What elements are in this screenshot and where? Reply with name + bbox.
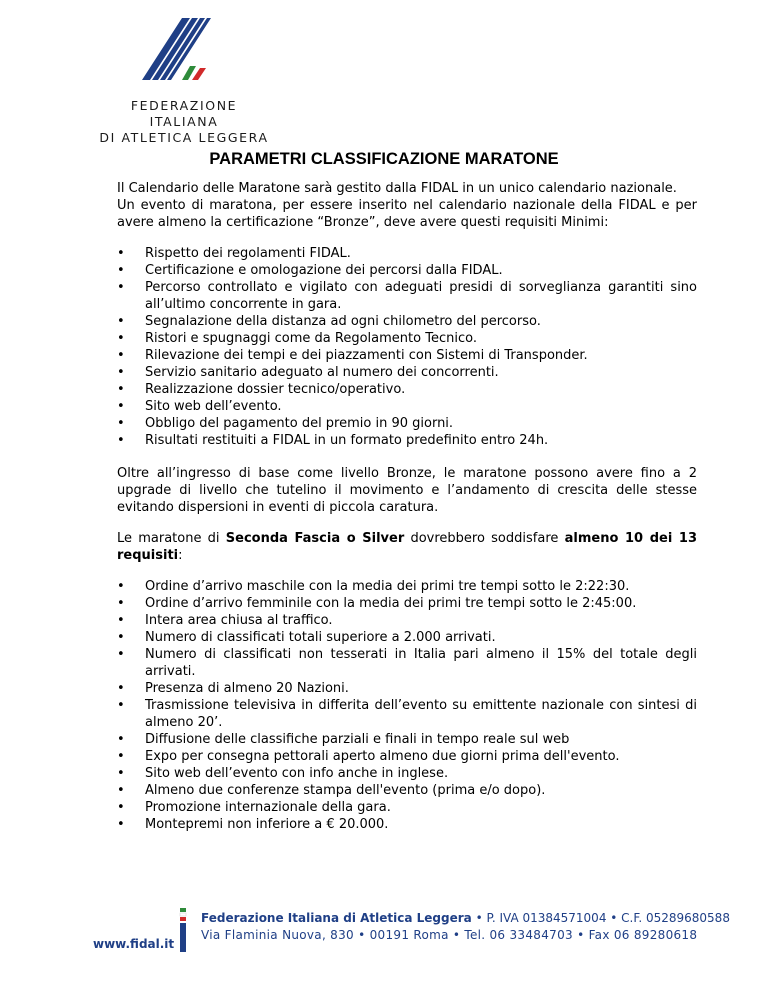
bronze-requirements-list <box>117 245 697 449</box>
list-item: • Almeno due conferenze stampa dell'evento (prima e/o dopo). <box>117 782 697 799</box>
footer-org-line <box>201 911 730 925</box>
silver-intro-post: : <box>178 548 183 563</box>
list-item: • Expo per consegna pettorali aperto almeno due giorni prima dell'evento. <box>117 748 697 765</box>
upgrade-paragraph: Oltre all’ingresso di base come livello Bronze, le maratone possono avere fino a 2 upgrade di livello che tutelino il movimento e l’andamento di crescita delle stesse evitando dispersioni in eventi di piccola caratura. <box>117 466 697 515</box>
footer-sep-2: • <box>606 911 622 925</box>
list-item: • Certificazione e omologazione dei percorsi dalla FIDAL. <box>117 262 697 279</box>
list-item: • Servizio sanitario adeguato al numero dei concorrenti. <box>117 364 697 381</box>
list-item: • Diffusione delle classifiche parziali e finali in tempo reale sul web <box>117 731 697 748</box>
list-item: • Rispetto dei regolamenti FIDAL. <box>117 245 697 262</box>
page-title: PARAMETRI CLASSIFICAZIONE MARATONE <box>209 150 559 168</box>
list-item: • Rilevazione dei tempi e dei piazzamenti con Sistemi di Transponder. <box>117 347 697 364</box>
list-item: • Percorso controllato e vigilato con adeguati presidi di sorveglianza garantiti sino all’ultimo concorrente in gara. <box>117 279 697 313</box>
list-item: • Numero di classificati non tesserati in Italia pari almeno il 15% del totale degli arrivati. <box>117 646 697 680</box>
list-item: • Montepremi non inferiore a € 20.000. <box>117 816 697 833</box>
silver-intro-bold1: Seconda Fascia o Silver <box>225 531 405 546</box>
list-item: • Ristori e spugnaggi come da Regolamento Tecnico. <box>117 330 697 347</box>
silver-intro <box>117 530 697 564</box>
list-item: • Segnalazione della distanza ad ogni chilometro del percorso. <box>117 313 697 330</box>
silver-requirements-list <box>117 578 697 833</box>
fidal-flag-icon <box>178 908 188 952</box>
footer-cf: C.F. 05289680588 <box>621 911 730 925</box>
list-item: • Sito web dell’evento con info anche in inglese. <box>117 765 697 782</box>
fidal-logo <box>94 18 274 145</box>
list-item: • Realizzazione dossier tecnico/operativo. <box>117 381 697 398</box>
list-item: • Risultati restituiti a FIDAL in un formato predefinito entro 24h. <box>117 432 697 449</box>
list-item: • Presenza di almeno 20 Nazioni. <box>117 680 697 697</box>
fidal-logo-mark <box>142 18 224 84</box>
silver-intro-bold2: almeno 10 dei 13 requisiti <box>117 531 697 563</box>
footer-sep-1: • <box>471 911 487 925</box>
list-item: • Ordine d’arrivo femminile con la media dei primi tre tempi sotto le 2:45:00. <box>117 595 697 612</box>
list-item: • Ordine d’arrivo maschile con la media dei primi tre tempi sotto le 2:22:30. <box>117 578 697 595</box>
logo-line2: DI ATLETICA LEGGERA <box>99 130 269 145</box>
footer-piva: P. IVA 01384571004 <box>486 911 607 925</box>
intro-line-1: Il Calendario delle Maratone sarà gestito dalla FIDAL in un unico calendario nazionale. <box>117 181 677 196</box>
list-item: • Obbligo del pagamento del premio in 90 giorni. <box>117 415 697 432</box>
silver-intro-mid: dovrebbero soddisfare <box>404 531 565 546</box>
list-item: • Numero di classificati totali superiore a 2.000 arrivati. <box>117 629 697 646</box>
document-body <box>117 180 697 849</box>
footer-org-name: Federazione Italiana di Atletica Leggera <box>201 911 472 925</box>
list-item: • Promozione internazionale della gara. <box>117 799 697 816</box>
page-footer <box>0 900 768 960</box>
list-item: • Intera area chiusa al traffico. <box>117 612 697 629</box>
silver-intro-pre: Le maratone di <box>117 531 226 546</box>
logo-line1: FEDERAZIONE ITALIANA <box>130 98 238 129</box>
footer-address: Via Flaminia Nuova, 830 • 00191 Roma • Tel. 06 33484703 • Fax 06 89280618 <box>201 928 698 942</box>
website-link[interactable]: www.fidal.it <box>93 937 175 951</box>
list-item: • Trasmissione televisiva in differita dell’evento su emittente nazionale con sintesi di almeno 20’. <box>117 697 697 731</box>
list-item: • Sito web dell’evento. <box>117 398 697 415</box>
intro-line-2: Un evento di maratona, per essere inserito nel calendario nazionale della FIDAL e per avere almeno la certificazione “Bronze”, deve avere questi requisiti Minimi: <box>117 198 697 230</box>
